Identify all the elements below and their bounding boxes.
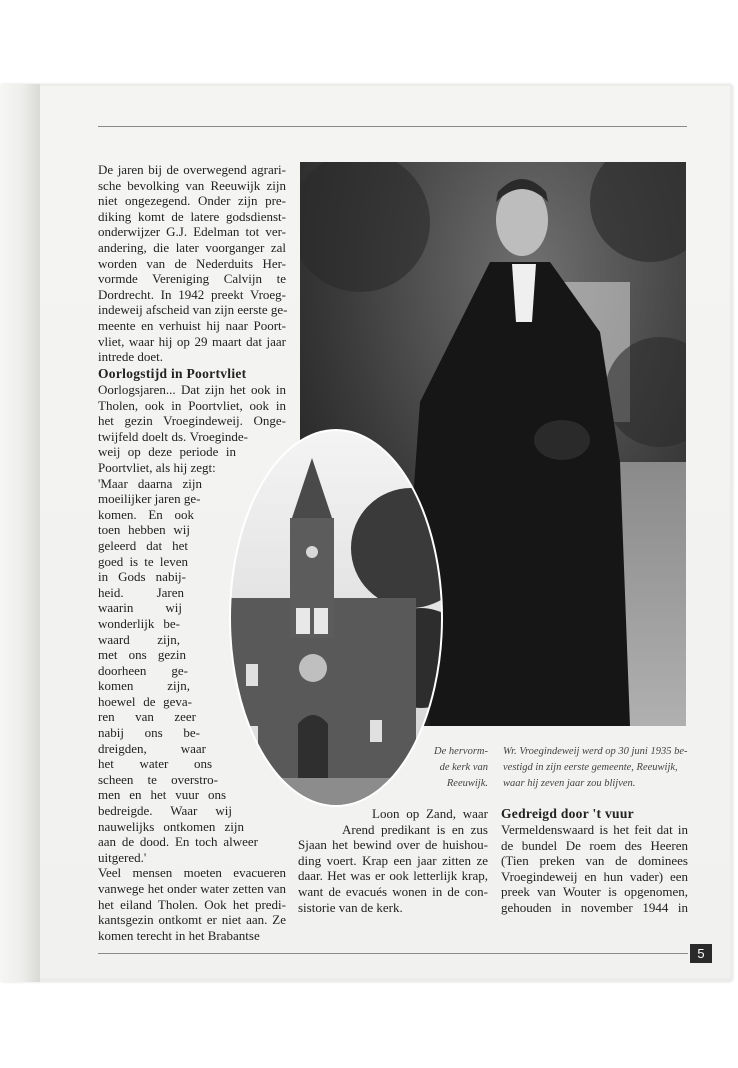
text-line: komen terecht in het Brabantse [98,927,260,943]
middle-column-text [298,806,488,915]
text-line: toen hebben wij [98,522,190,538]
text-line: ding voert. Krap een jaar zitten ze [298,852,488,868]
text-line: scheen te overstro- [98,771,218,787]
text-line: twijfeld doelt ds. Vroeginde- [98,428,248,444]
text-line: het water ons [98,756,212,772]
text-line: daar. Het was er ook letterlijk krap, [298,868,488,884]
text-line: waarin wij [98,600,182,616]
text-line: heid. Jaren [98,584,184,600]
text-line: niet ongezegend. Onder zijn pre- [98,193,286,209]
text-line: met ons gezin [98,647,186,663]
text-line: uitgered.' [98,849,147,865]
text-line: Veel mensen moeten evacueren [98,865,286,881]
text-line: goed is te leven [98,553,188,569]
text-line: Vroegindeweij en hun vader) een [501,868,688,884]
text-line: 'Maar daarna zijn [98,475,202,491]
text-line: vormde Vereniging Calvijn te [98,271,286,287]
text-line: Poortvliet, als hij zegt: [98,459,216,475]
page-number: 5 [690,944,712,963]
text-line: men en het vuur ons [98,787,226,803]
text-line: vliet, waar hij op 29 maart dat jaar [98,333,286,349]
text-line: worden van de Nederduits Her- [98,255,286,271]
text-line: wonderlijk be- [98,615,180,631]
text-line: hoewel de geva- [98,693,192,709]
section-heading-oorlogstijd: Oorlogstijd in Poortvliet [98,366,247,381]
text-line: komen zijn, [98,678,190,694]
text-line: aan de dood. En toch alweer [98,834,258,850]
text-line: weij op deze periode in [98,444,236,460]
caption-line: vestigd in zijn eerste gemeente, Reeuwijk, [503,762,678,773]
text-line: Oorlogsjaren... Dat zijn het ook in [98,382,286,397]
text-line: waard zijn, [98,631,180,647]
top-rule [98,126,687,127]
section-gedreigd-text [501,822,688,916]
text-line: moeilijker jaren ge- [98,491,201,507]
text-line: dreigden, waar [98,740,206,756]
text-line: komen. En ook [98,506,194,522]
text-line: gehouden in november 1944 in [501,899,688,915]
text-line: andering, die later voorganger zal [98,239,286,255]
text-line: De jaren bij de overwegend agrari- [98,162,286,177]
text-line: Dordrecht. In 1942 preekt Vroeg- [98,286,286,302]
text-line: want de evacués wonen in de con- [298,883,488,899]
text-line: Sjaan het bewind over de huishou- [298,837,488,853]
text-line: geleerd dat het [98,537,188,553]
bottom-rule [98,953,688,954]
text-line: vanwege het onder water zetten van [98,881,286,896]
text-line: het eiland Tholen. Ook het predi- [98,896,286,912]
caption-line: De hervorm- [434,746,488,757]
text-line: Tholen, ook in Poortvliet, ook in [98,397,286,413]
text-line: in Gods nabij- [98,569,186,585]
text-line: nauwelijks ontkomen zijn [98,818,244,834]
book-spine [0,84,40,982]
text-line: sche bevolking van Reeuwijk zijn [98,177,286,193]
text-line: doorheen ge- [98,662,188,678]
text-line: kantsgezin ontkomt er niet aan. Ze [98,912,286,928]
text-line: nabij ons be- [98,725,200,741]
text-line: Vermeldenswaard is het feit dat in [501,822,688,837]
text-line: Loon op Zand, waar [372,806,488,821]
text-line: de bundel De roem des Heeren [501,837,688,853]
text-line: preek van Wouter is opgenomen, [501,884,688,900]
text-line: sistorie van de kerk. [298,899,403,915]
text-line: intrede doet. [98,349,163,365]
text-line: meente en verhuist hij naar Poort- [98,317,286,333]
text-line: ren van zeer [98,709,196,725]
text-line: bedreigde. Waar wij [98,803,232,819]
text-line: onderwijzer G.J. Edelman tot ver- [98,224,286,240]
text-line: (Tien preken van de dominees [501,853,688,869]
church-caption [398,744,488,792]
text-line: het gezin Vroegindeweij. Onge- [98,413,286,429]
text-line: diking komt de latere godsdienst- [98,208,286,224]
caption-line: waar hij zeven jaar zou blijven. [503,778,636,789]
caption-line: de kerk van [439,762,488,773]
portrait-caption [503,744,693,792]
intro-paragraph [98,162,286,365]
text-line: Arend predikant is en zus [342,821,488,837]
text-line: indeweij afscheid van zijn eerste ge- [98,302,288,318]
caption-line: Wr. Vroegindeweij werd op 30 juni 1935 be- [503,746,688,757]
section-heading-gedreigd: Gedreigd door 't vuur [501,806,634,821]
caption-line: Reeuwijk. [446,778,488,789]
